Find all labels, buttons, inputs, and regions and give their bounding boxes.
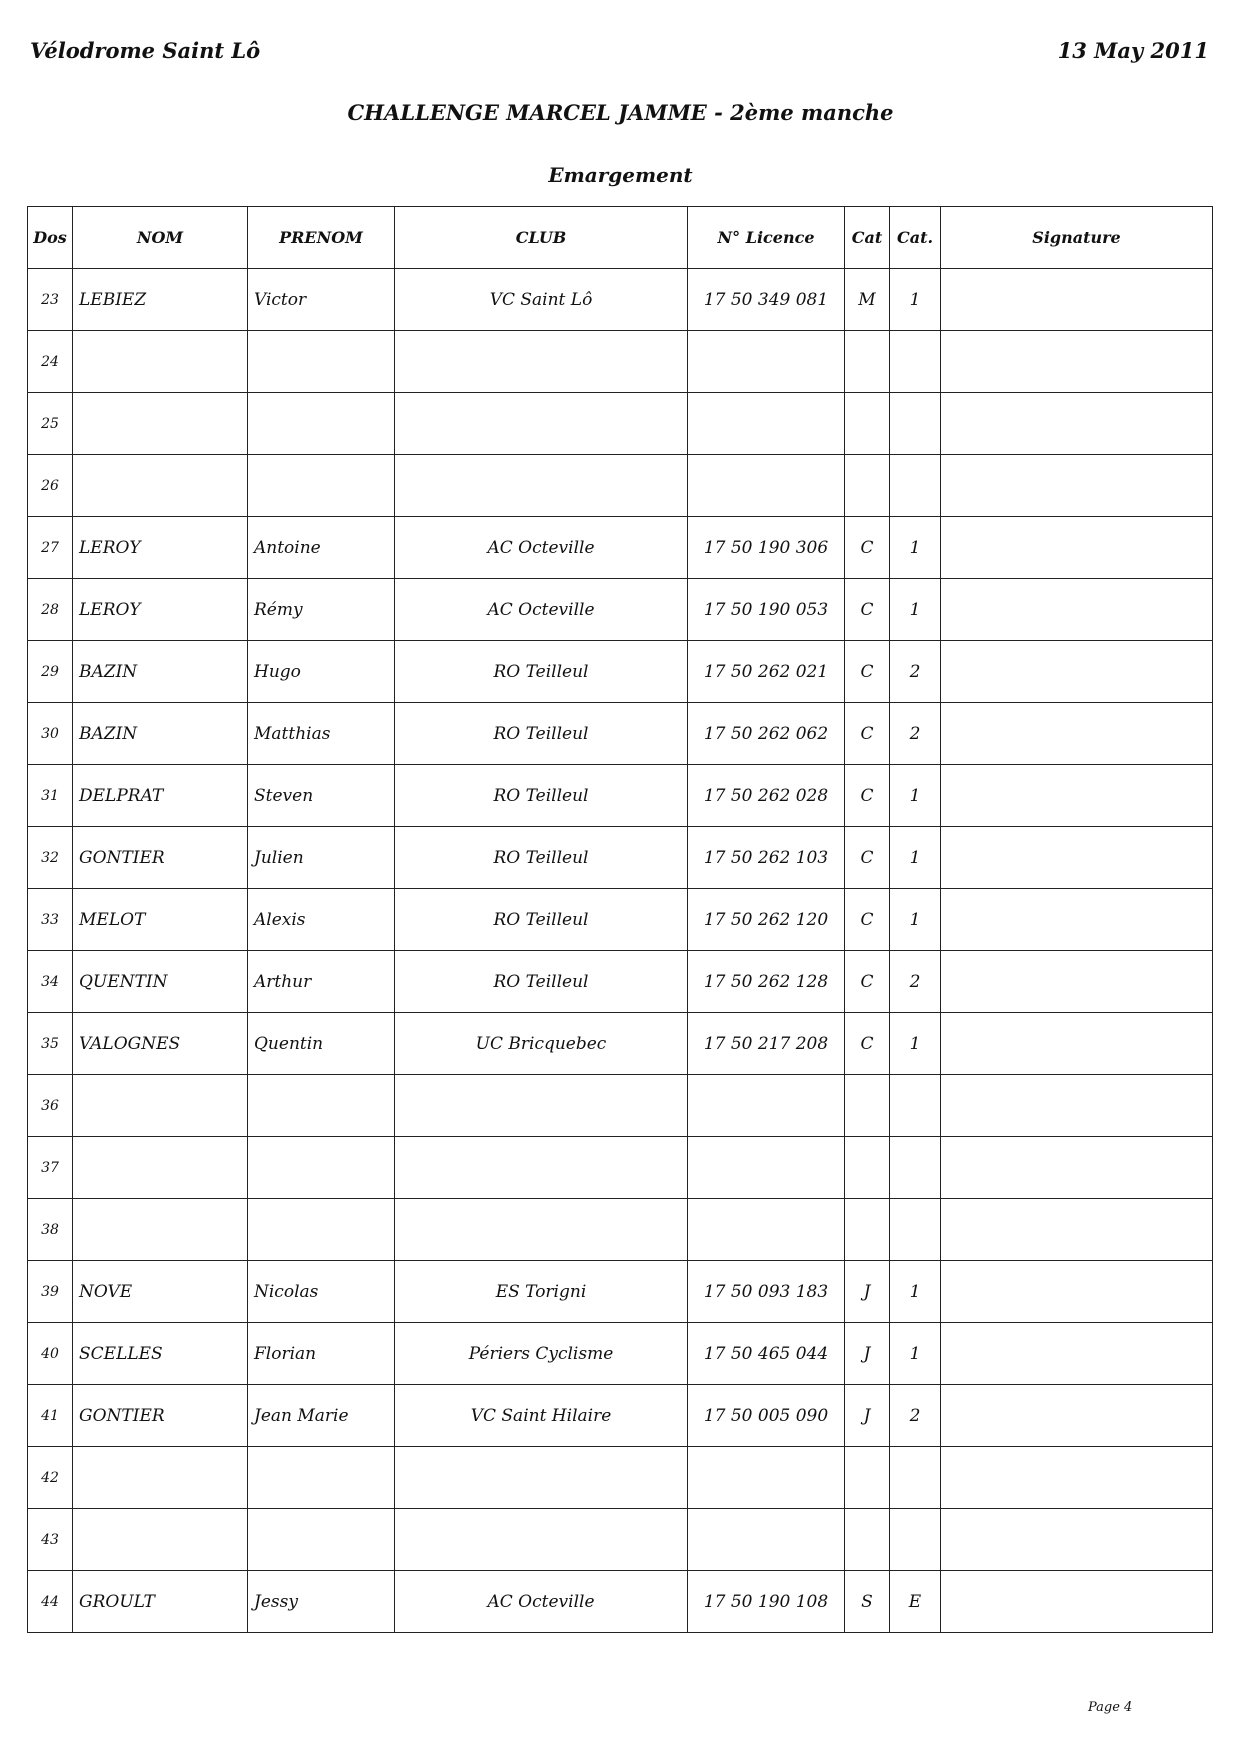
cell-club: UC Bricquebec [395, 1013, 688, 1075]
cell-cat2 [890, 455, 941, 517]
cell-nom: NOVE [73, 1261, 248, 1323]
cell-nom: GROULT [73, 1571, 248, 1633]
table-row [28, 1509, 1213, 1571]
cell-club: RO Teilleul [395, 951, 688, 1013]
cell-signature [941, 1571, 1213, 1633]
cell-nom [73, 1075, 248, 1137]
cell-cat [845, 1137, 890, 1199]
cell-prenom: Jessy [248, 1571, 395, 1633]
cell-prenom: Alexis [248, 889, 395, 951]
cell-club [395, 331, 688, 393]
cell-licence: 17 50 005 090 [688, 1385, 845, 1447]
table-row [28, 579, 1213, 641]
cell-licence: 17 50 217 208 [688, 1013, 845, 1075]
cell-nom [73, 393, 248, 455]
table-row [28, 1447, 1213, 1509]
cell-signature [941, 455, 1213, 517]
cell-signature [941, 579, 1213, 641]
event-date: 13 May 2011 [1057, 38, 1209, 63]
col-header-cat2: Cat. [890, 207, 941, 269]
cell-cat: J [845, 1261, 890, 1323]
cell-club [395, 393, 688, 455]
table-row [28, 1323, 1213, 1385]
table-row [28, 1571, 1213, 1633]
table-row [28, 1075, 1213, 1137]
cell-licence: 17 50 262 062 [688, 703, 845, 765]
cell-licence: 17 50 190 053 [688, 579, 845, 641]
cell-dos: 40 [28, 1323, 73, 1385]
cell-nom: MELOT [73, 889, 248, 951]
cell-signature [941, 1323, 1213, 1385]
cell-prenom: Quentin [248, 1013, 395, 1075]
cell-cat: J [845, 1385, 890, 1447]
cell-prenom [248, 1447, 395, 1509]
cell-prenom [248, 1509, 395, 1571]
cell-licence [688, 1199, 845, 1261]
cell-nom: GONTIER [73, 827, 248, 889]
cell-prenom: Victor [248, 269, 395, 331]
cell-cat2 [890, 1137, 941, 1199]
cell-signature [941, 393, 1213, 455]
col-header-club: CLUB [395, 207, 688, 269]
cell-dos: 36 [28, 1075, 73, 1137]
col-header-dos: Dos [28, 207, 73, 269]
cell-signature [941, 1137, 1213, 1199]
table-header-row [28, 207, 1213, 269]
cell-licence [688, 1509, 845, 1571]
cell-cat: C [845, 1013, 890, 1075]
cell-signature [941, 1199, 1213, 1261]
cell-dos: 33 [28, 889, 73, 951]
cell-cat: C [845, 579, 890, 641]
cell-cat [845, 1447, 890, 1509]
cell-signature [941, 1509, 1213, 1571]
cell-licence: 17 50 465 044 [688, 1323, 845, 1385]
cell-dos: 34 [28, 951, 73, 1013]
cell-licence [688, 1075, 845, 1137]
cell-prenom [248, 1199, 395, 1261]
cell-cat2 [890, 1447, 941, 1509]
cell-cat: M [845, 269, 890, 331]
table-row [28, 331, 1213, 393]
cell-club [395, 1447, 688, 1509]
cell-prenom [248, 1137, 395, 1199]
cell-licence [688, 393, 845, 455]
cell-prenom [248, 331, 395, 393]
cell-club [395, 1199, 688, 1261]
cell-dos: 39 [28, 1261, 73, 1323]
cell-cat2 [890, 393, 941, 455]
table-row [28, 703, 1213, 765]
cell-prenom: Nicolas [248, 1261, 395, 1323]
cell-licence [688, 331, 845, 393]
cell-club [395, 1137, 688, 1199]
cell-licence: 17 50 190 306 [688, 517, 845, 579]
cell-nom: VALOGNES [73, 1013, 248, 1075]
cell-signature [941, 1447, 1213, 1509]
cell-cat [845, 393, 890, 455]
cell-club: AC Octeville [395, 1571, 688, 1633]
cell-prenom: Rémy [248, 579, 395, 641]
col-header-prenom: PRENOM [248, 207, 395, 269]
cell-dos: 24 [28, 331, 73, 393]
cell-licence [688, 1447, 845, 1509]
cell-dos: 37 [28, 1137, 73, 1199]
cell-licence: 17 50 262 128 [688, 951, 845, 1013]
cell-cat: C [845, 951, 890, 1013]
cell-cat: C [845, 641, 890, 703]
cell-dos: 32 [28, 827, 73, 889]
table-row [28, 889, 1213, 951]
table-row [28, 455, 1213, 517]
cell-cat [845, 455, 890, 517]
cell-club [395, 1075, 688, 1137]
cell-cat2: 2 [890, 951, 941, 1013]
cell-cat [845, 331, 890, 393]
cell-licence: 17 50 262 120 [688, 889, 845, 951]
cell-licence [688, 1137, 845, 1199]
table-row [28, 517, 1213, 579]
cell-club: RO Teilleul [395, 703, 688, 765]
cell-cat2 [890, 331, 941, 393]
cell-club: AC Octeville [395, 517, 688, 579]
col-header-cat: Cat [845, 207, 890, 269]
table-row [28, 641, 1213, 703]
cell-cat2: 1 [890, 517, 941, 579]
cell-dos: 42 [28, 1447, 73, 1509]
cell-signature [941, 1013, 1213, 1075]
cell-cat: S [845, 1571, 890, 1633]
cell-prenom: Florian [248, 1323, 395, 1385]
cell-cat: C [845, 827, 890, 889]
cell-cat2: 1 [890, 269, 941, 331]
cell-signature [941, 1385, 1213, 1447]
cell-cat: J [845, 1323, 890, 1385]
cell-dos: 25 [28, 393, 73, 455]
col-header-licence: N° Licence [688, 207, 845, 269]
cell-cat2: 1 [890, 1261, 941, 1323]
cell-dos: 26 [28, 455, 73, 517]
cell-nom: DELPRAT [73, 765, 248, 827]
cell-club: RO Teilleul [395, 765, 688, 827]
table-row [28, 951, 1213, 1013]
cell-signature [941, 765, 1213, 827]
signin-table [27, 206, 1213, 1633]
cell-cat2: 2 [890, 1385, 941, 1447]
table-row [28, 827, 1213, 889]
cell-cat2: 1 [890, 1323, 941, 1385]
cell-signature [941, 951, 1213, 1013]
cell-dos: 38 [28, 1199, 73, 1261]
cell-prenom [248, 455, 395, 517]
cell-club [395, 455, 688, 517]
cell-cat2 [890, 1199, 941, 1261]
col-header-nom: NOM [73, 207, 248, 269]
cell-cat2: 1 [890, 765, 941, 827]
cell-club: RO Teilleul [395, 827, 688, 889]
table-row [28, 1261, 1213, 1323]
cell-cat2: 1 [890, 579, 941, 641]
cell-dos: 28 [28, 579, 73, 641]
cell-prenom: Matthias [248, 703, 395, 765]
cell-signature [941, 269, 1213, 331]
cell-nom [73, 1199, 248, 1261]
cell-nom [73, 1509, 248, 1571]
cell-licence: 17 50 190 108 [688, 1571, 845, 1633]
col-header-signature: Signature [941, 207, 1213, 269]
cell-nom: BAZIN [73, 703, 248, 765]
cell-prenom: Julien [248, 827, 395, 889]
cell-cat2: 2 [890, 703, 941, 765]
cell-dos: 41 [28, 1385, 73, 1447]
cell-nom: QUENTIN [73, 951, 248, 1013]
cell-prenom: Jean Marie [248, 1385, 395, 1447]
cell-club: Périers Cyclisme [395, 1323, 688, 1385]
table-row [28, 1199, 1213, 1261]
cell-club: ES Torigni [395, 1261, 688, 1323]
cell-prenom [248, 393, 395, 455]
cell-cat2 [890, 1509, 941, 1571]
cell-cat: C [845, 889, 890, 951]
cell-prenom: Antoine [248, 517, 395, 579]
cell-club: VC Saint Hilaire [395, 1385, 688, 1447]
cell-dos: 23 [28, 269, 73, 331]
table-row [28, 1137, 1213, 1199]
cell-club: RO Teilleul [395, 889, 688, 951]
cell-club: VC Saint Lô [395, 269, 688, 331]
cell-club: RO Teilleul [395, 641, 688, 703]
cell-nom [73, 331, 248, 393]
cell-nom: LEROY [73, 579, 248, 641]
cell-signature [941, 331, 1213, 393]
table-row [28, 1385, 1213, 1447]
table-row [28, 765, 1213, 827]
cell-dos: 29 [28, 641, 73, 703]
cell-nom [73, 455, 248, 517]
cell-cat2: 1 [890, 1013, 941, 1075]
cell-signature [941, 889, 1213, 951]
cell-cat [845, 1199, 890, 1261]
cell-signature [941, 517, 1213, 579]
cell-cat [845, 1509, 890, 1571]
cell-licence: 17 50 349 081 [688, 269, 845, 331]
cell-nom: GONTIER [73, 1385, 248, 1447]
cell-cat2: 1 [890, 889, 941, 951]
cell-cat2: 1 [890, 827, 941, 889]
cell-club: AC Octeville [395, 579, 688, 641]
cell-licence: 17 50 262 103 [688, 827, 845, 889]
cell-dos: 43 [28, 1509, 73, 1571]
cell-signature [941, 1261, 1213, 1323]
table-row [28, 393, 1213, 455]
cell-prenom: Arthur [248, 951, 395, 1013]
cell-dos: 30 [28, 703, 73, 765]
cell-signature [941, 703, 1213, 765]
cell-cat: C [845, 765, 890, 827]
cell-cat: C [845, 517, 890, 579]
cell-cat2: E [890, 1571, 941, 1633]
cell-licence: 17 50 093 183 [688, 1261, 845, 1323]
cell-nom: LEROY [73, 517, 248, 579]
page-number: Page 4 [1088, 1700, 1133, 1715]
cell-dos: 27 [28, 517, 73, 579]
cell-signature [941, 1075, 1213, 1137]
table-row [28, 1013, 1213, 1075]
table-row [28, 269, 1213, 331]
cell-cat [845, 1075, 890, 1137]
cell-signature [941, 827, 1213, 889]
cell-licence: 17 50 262 021 [688, 641, 845, 703]
cell-nom [73, 1137, 248, 1199]
cell-club [395, 1509, 688, 1571]
cell-nom: SCELLES [73, 1323, 248, 1385]
cell-licence: 17 50 262 028 [688, 765, 845, 827]
cell-dos: 31 [28, 765, 73, 827]
cell-licence [688, 455, 845, 517]
page-title: CHALLENGE MARCEL JAMME - 2ème manche [347, 100, 894, 125]
cell-nom: BAZIN [73, 641, 248, 703]
cell-signature [941, 641, 1213, 703]
cell-nom [73, 1447, 248, 1509]
cell-prenom [248, 1075, 395, 1137]
page-subtitle: Emargement [548, 163, 693, 187]
cell-dos: 35 [28, 1013, 73, 1075]
cell-prenom: Steven [248, 765, 395, 827]
cell-dos: 44 [28, 1571, 73, 1633]
cell-cat2 [890, 1075, 941, 1137]
venue-name: Vélodrome Saint Lô [30, 38, 261, 63]
cell-prenom: Hugo [248, 641, 395, 703]
cell-nom: LEBIEZ [73, 269, 248, 331]
cell-cat2: 2 [890, 641, 941, 703]
cell-cat: C [845, 703, 890, 765]
